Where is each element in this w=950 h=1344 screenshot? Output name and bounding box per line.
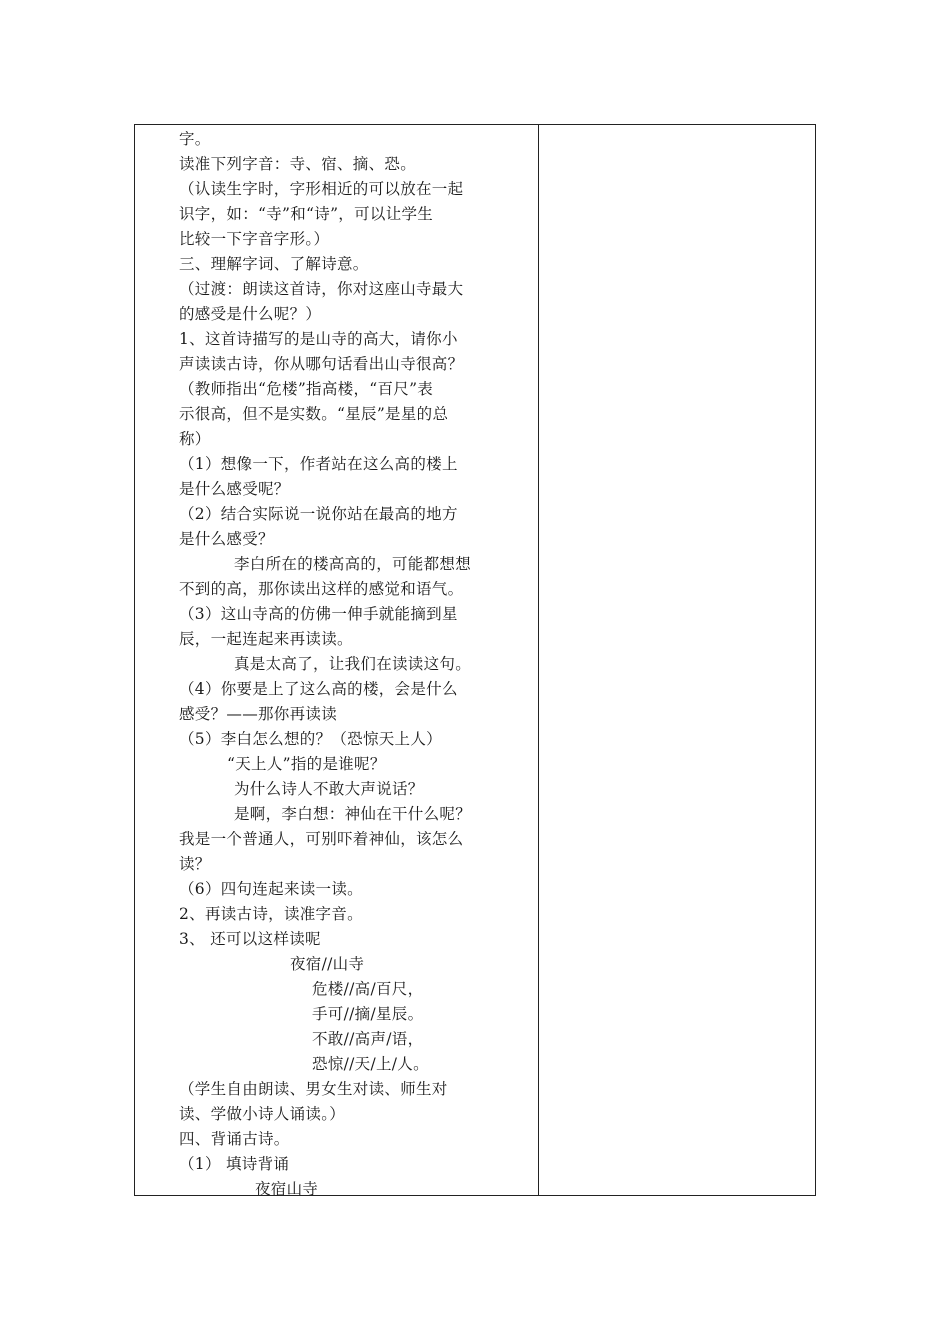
text-line: 称） — [179, 430, 211, 448]
text-line: （4）你要是上了这么高的楼，会是什么 — [179, 680, 458, 698]
poem-line: 危楼//高/百尺， — [312, 980, 424, 998]
text-line: 的感受是什么呢？） — [179, 305, 322, 323]
text-line: 是啊，李白想：神仙在干什么呢？ — [234, 805, 472, 823]
text-line: 感受？——那你再读读 — [179, 705, 338, 723]
text-line: （学生自由朗读、男女生对读、师生对 — [179, 1080, 448, 1098]
section-heading: 三、理解字词、了解诗意。 — [179, 255, 369, 273]
poem-line: 恐惊//天/上/人。 — [312, 1055, 429, 1073]
lesson-content-cell — [135, 125, 538, 1195]
text-line: 识字，如：“寺”和“诗”，可以让学生 — [179, 205, 434, 223]
poem-line: 手可//摘/星辰。 — [312, 1005, 424, 1023]
text-line: （2）结合实际说一说你站在最高的地方 — [179, 505, 458, 523]
text-line: 我是一个普通人，可别吓着神仙，该怎么 — [179, 830, 464, 848]
text-line: （3）这山寺高的仿佛一伸手就能摘到星 — [179, 605, 458, 623]
text-line: 字。 — [179, 130, 211, 148]
text-line: （过渡：朗读这首诗，你对这座山寺最大 — [179, 280, 464, 298]
text-line: 示很高，但不是实数。“星辰”是星的总 — [179, 405, 449, 423]
text-line: 读？ — [179, 855, 211, 873]
text-line: （1）想像一下，作者站在这么高的楼上 — [179, 455, 458, 473]
text-line: （认读生字时，字形相近的可以放在一起 — [179, 180, 464, 198]
text-line: （5）李白怎么想的？（恐惊天上人） — [179, 730, 442, 748]
section-heading: 四、背诵古诗。 — [179, 1130, 290, 1148]
text-line: 1、这首诗描写的是山寺的高大，请你小 — [179, 330, 458, 348]
text-line: 李白所在的楼高高的，可能都想想 — [234, 555, 472, 573]
text-line: （6）四句连起来读一读。 — [179, 880, 363, 898]
poem-line: 不敢//高声/语， — [312, 1030, 424, 1048]
text-line: 读、学做小诗人诵读。） — [179, 1105, 346, 1123]
text-line: 3、 还可以这样读呢 — [179, 930, 321, 948]
text-line: （教师指出“危楼”指高楼，“百尺”表 — [179, 380, 434, 398]
text-line: 真是太高了，让我们在读读这句。 — [234, 655, 472, 673]
text-line: 是什么感受？ — [179, 530, 274, 548]
text-line: 为什么诗人不敢大声说话？ — [234, 780, 424, 798]
poem-title-line: 夜宿//山寺 — [290, 955, 365, 973]
text-line: 是什么感受呢？ — [179, 480, 290, 498]
lesson-table — [134, 124, 816, 1196]
poem-title-line: 夜宿山寺 — [255, 1180, 319, 1195]
text-line: “天上人”指的是谁呢？ — [227, 755, 386, 773]
text-line: 辰，一起连起来再读读。 — [179, 630, 353, 648]
text-line: 读准下列字音：寺、宿、摘、恐。 — [179, 155, 417, 173]
text-line: 声读读古诗，你从哪句话看出山寺很高？ — [179, 355, 464, 373]
text-line: （1） 填诗背诵 — [179, 1155, 290, 1173]
text-line: 2、再读古诗，读准字音。 — [179, 905, 363, 923]
notes-cell — [539, 125, 815, 1195]
text-line: 不到的高，那你读出这样的感觉和语气。 — [179, 580, 464, 598]
text-line: 比较一下字音字形。） — [179, 230, 330, 248]
